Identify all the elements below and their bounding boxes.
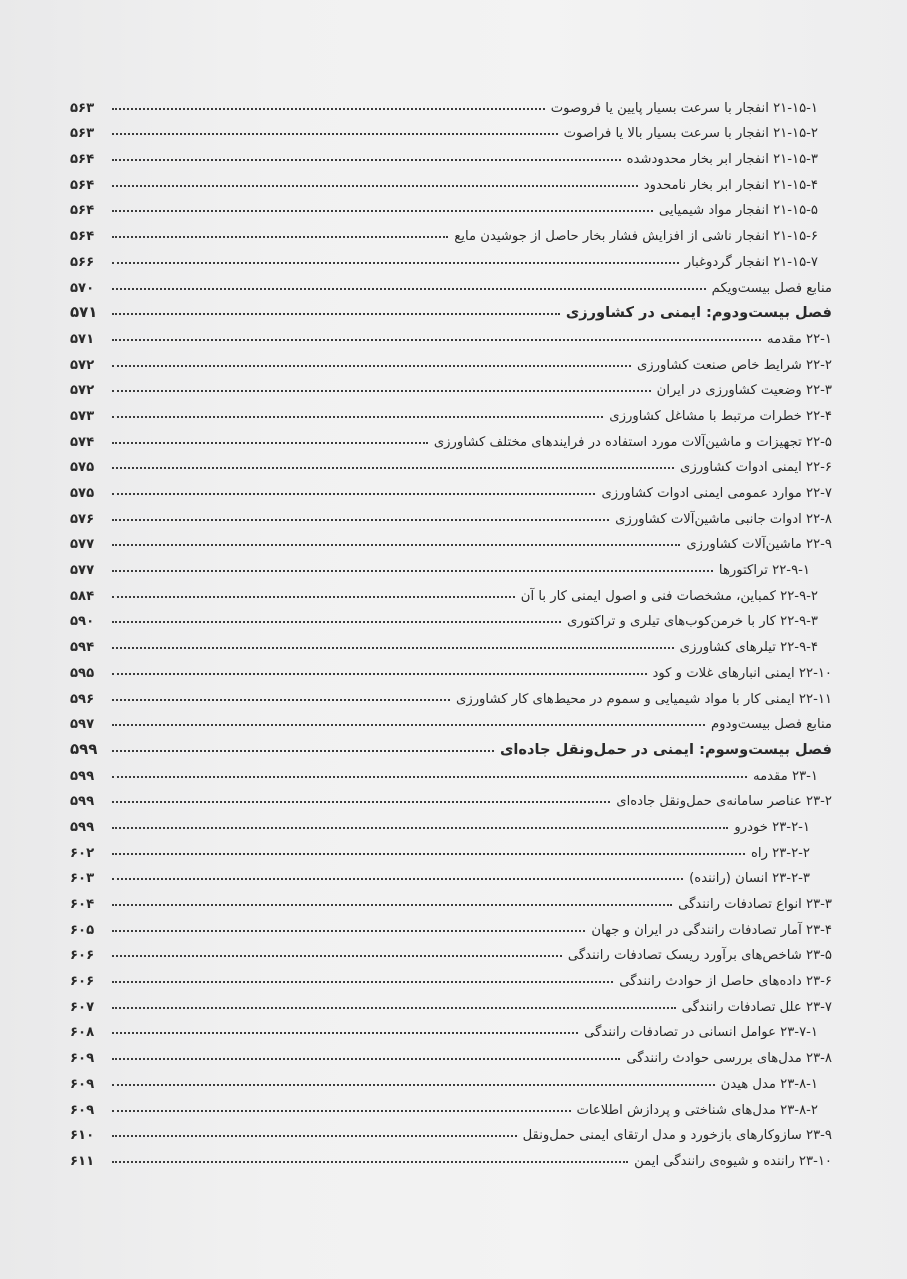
toc-entry-title: ۲۳-۸-۲ مدل‌های شناختی و پردازش اطلاعات [576,1102,818,1118]
toc-entry [70,861,832,887]
toc-entry [70,193,832,219]
dot-leader [112,955,562,957]
toc-entry [70,218,832,244]
toc-entry [70,1040,832,1066]
toc-page-number: ۶۰۶ [70,974,95,990]
dot-leader [112,544,680,546]
toc-page-number: ۵۹۹ [70,768,95,784]
toc-entry-title: ۲۲-۳ وضعیت کشاورزی در ایران [656,383,832,399]
dot-leader [112,390,651,392]
dot-leader [112,853,745,855]
toc-page-number: ۵۹۵ [70,665,95,681]
toc-entry [70,886,832,912]
toc-entry-title: ۲۳-۵ شاخص‌های برآورد ریسک تصادفات رانندگی [567,948,832,964]
dot-leader [112,442,428,444]
toc-entry-title: ۲۳-۷ علل تصادفات رانندگی [681,999,832,1015]
toc-page-number: ۵۶۴ [70,152,95,168]
toc-page-number: ۶۰۶ [70,948,95,964]
toc-entry [70,244,832,270]
toc-entry [70,1066,832,1092]
toc-entry-title: ۲۲-۲ شرایط خاص صنعت کشاورزی [636,357,832,373]
toc-entry [70,141,832,167]
toc-entry-title: ۲۲-۸ ادوات جانبی ماشین‌آلات کشاورزی [615,511,832,527]
toc-entry-title: ۲۳-۶ داده‌های حاصل از حوادث رانندگی [619,974,832,990]
toc-page-number: ۶۰۸ [70,1025,95,1041]
dot-leader [112,750,494,752]
toc-entry-title: ۲۲-۹ ماشین‌آلات کشاورزی [686,537,832,553]
dot-leader [112,236,448,238]
toc-entry-title: ۲۳-۲-۳ انسان (راننده) [689,871,810,887]
dot-leader [112,1161,628,1163]
dot-leader [112,416,603,418]
toc-entry-title: ۲۲-۷ موارد عمومی ایمنی ادوات کشاورزی [601,486,832,501]
dot-leader [112,673,647,675]
toc-entry-title: ۲۳-۸ مدل‌های بررسی حوادث رانندگی [626,1051,832,1067]
toc-entry [70,629,832,655]
dot-leader [112,647,674,649]
toc-entry-title: ۲۱-۱۵-۶ انفجار ناشی از افزایش فشار بخار حاصل از جوشیدن مایع [454,229,818,245]
dot-leader [112,904,672,906]
toc-entry-title: ۲۱-۱۵-۱ انفجار با سرعت بسیار پایین یا فروصوت [550,100,818,116]
toc-entry-title: ۲۲-۹-۲ کمباین، مشخصات فنی و اصول ایمنی کار با آن [520,588,818,604]
dot-leader [112,724,705,726]
toc-entry-title: ۲۳-۳ انواع تصادفات رانندگی [678,897,832,912]
dot-leader [112,185,638,187]
toc-entry-title: ۲۳-۹ سازوکارهای بازخورد و مدل ارتقای ایمنی حمل‌ونقل [522,1128,832,1144]
toc-page-number: ۵۹۹ [70,739,98,758]
dot-leader [112,827,728,829]
dot-leader [112,1032,578,1034]
toc-entry [70,758,832,784]
toc-page-number: ۵۷۰ [70,280,95,296]
toc-entry [70,270,832,296]
dot-leader [112,776,747,778]
toc-entry [70,784,832,810]
toc-entry-title: ۲۱-۱۵-۴ انفجار ابر بخار نامحدود [643,177,818,193]
toc-page-number: ۶۰۹ [70,1051,95,1067]
toc-page-number: ۵۷۵ [70,460,95,476]
dot-leader [112,365,631,367]
dot-leader [112,133,558,135]
toc-page-number: ۶۰۳ [70,871,95,887]
toc-entry [70,373,832,399]
toc-entry [70,501,832,527]
toc-entry-title: فصل بیست‌ودوم: ایمنی در کشاورزی [565,304,832,322]
dot-leader [112,313,560,315]
toc-page-number: ۵۶۳ [70,100,95,116]
toc-entry-title: ۲۲-۴ خطرات مرتبط با مشاغل کشاورزی [609,408,832,424]
toc-page-number: ۵۹۶ [70,691,95,707]
toc-entry [70,989,832,1015]
toc-page-number: ۵۷۵ [70,486,95,501]
dot-leader [112,288,706,290]
toc-page-number: ۶۱۱ [70,1153,95,1169]
toc-entry-title: ۲۱-۱۵-۵ انفجار مواد شیمیایی [658,203,818,219]
dot-leader [112,467,674,469]
dot-leader [112,108,545,110]
toc-entry-title: فصل بیست‌وسوم: ایمنی در حمل‌ونقل جاده‌ای [500,740,832,758]
toc-entry [70,938,832,964]
dot-leader [112,981,613,983]
toc-entry [70,963,832,989]
toc-entry [70,90,832,116]
toc-page-number: ۵۷۱ [70,303,98,322]
toc-entry [70,604,832,630]
toc-entry-title: ۲۳-۲ عناصر سامانه‌ی حمل‌ونقل جاده‌ای [616,794,832,810]
toc-page-number: ۵۶۴ [70,203,95,219]
dot-leader [112,621,561,623]
toc-page-number: ۵۶۴ [70,229,95,245]
toc-entry-title: منابع فصل بیست‌ودوم [711,717,832,733]
toc-page-number: ۵۷۴ [70,434,95,450]
toc-entry [70,912,832,938]
dot-leader [112,699,450,701]
toc-entry-title: ۲۱-۱۵-۳ انفجار ابر بخار محدودشده [626,152,818,168]
toc-entry [70,116,832,142]
dot-leader [112,596,515,598]
toc-entry-title: ۲۳-۷-۱ عوامل انسانی در تصادفات رانندگی [584,1025,818,1041]
toc-chapter-heading [70,732,832,758]
toc-entry-title: ۲۳-۱ مقدمه [753,768,818,784]
toc-entry [70,424,832,450]
dot-leader [112,519,609,521]
toc-page-number: ۵۶۳ [70,126,95,142]
toc-entry [70,681,832,707]
toc-entry-title: منابع فصل بیست‌ویکم [711,280,832,296]
toc-page-number: ۶۰۴ [70,897,95,912]
toc-entry [70,1015,832,1041]
toc-entry [70,347,832,373]
toc-page-number: ۵۷۲ [70,383,95,399]
toc-page-number: ۵۷۳ [70,408,95,424]
toc-page-number: ۵۹۹ [70,819,95,835]
toc-page-number: ۵۷۶ [70,511,95,527]
toc-entry [70,475,832,501]
dot-leader [112,159,621,161]
toc-entry-title: ۲۳-۱۰ راننده و شیوه‌ی رانندگی ایمن [634,1153,832,1169]
dot-leader [112,262,679,264]
toc-page-number: ۵۶۶ [70,254,95,270]
toc-page-number: ۶۱۰ [70,1128,95,1144]
dot-leader [112,1110,571,1112]
toc-page-number: ۵۶۴ [70,177,95,193]
toc-page-number: ۶۰۹ [70,1102,95,1118]
toc-page-number: ۶۰۲ [70,845,95,861]
toc-entry [70,835,832,861]
dot-leader [112,339,761,341]
toc-page-number: ۵۹۷ [70,717,95,733]
toc-entry [70,655,832,681]
toc-entry [70,707,832,733]
toc-entry-title: ۲۲-۹-۱ تراکتورها [718,563,810,579]
dot-leader [112,1135,517,1137]
toc-page-number: ۵۹۴ [70,640,95,656]
toc-entry [70,578,832,604]
toc-entry-title: ۲۱-۱۵-۷ انفجار گردوغبار [684,254,818,270]
dot-leader [112,493,595,495]
toc-entry [70,1092,832,1118]
toc-page-number: ۵۹۰ [70,614,95,630]
toc-page-number: ۵۷۷ [70,563,95,579]
toc-entry-title: ۲۳-۴ آمار تصادفات رانندگی در ایران و جهان [591,922,832,938]
toc-entry [70,398,832,424]
toc-entry [70,450,832,476]
dot-leader [112,930,585,932]
toc-entry-title: ۲۲-۵ تجهیزات و ماشین‌آلات مورد استفاده در فرایندهای مختلف کشاورزی [433,434,832,450]
toc-page-number: ۵۷۲ [70,357,95,373]
toc-entry-title: ۲۲-۹-۴ تیلرهای کشاورزی [679,640,818,656]
toc-entry-title: ۲۲-۱ مقدمه [767,331,832,347]
toc-page-number: ۵۷۱ [70,331,95,347]
toc-entry-title: ۲۳-۲-۲ راه [751,845,810,861]
toc-page-number: ۵۹۹ [70,794,95,810]
toc-page-number: ۶۰۷ [70,999,95,1015]
toc-entry [70,1118,832,1144]
toc-entry [70,321,832,347]
toc-entry-title: ۲۲-۹-۳ کار با خرمن‌کوب‌های تیلری و تراکتوری [566,614,818,630]
toc-page-number: ۶۰۵ [70,922,95,938]
toc-page-number: ۶۰۹ [70,1076,95,1092]
toc-entry [70,167,832,193]
dot-leader [112,1084,715,1086]
toc-page-number: ۵۸۴ [70,588,95,604]
toc-entry-title: ۲۳-۸-۱ مدل هیدن [720,1076,818,1092]
toc-entry [70,1143,832,1169]
toc-entry-title: ۲۳-۲-۱ خودرو [734,819,810,835]
toc-entry [70,809,832,835]
dot-leader [112,801,610,803]
toc-entry [70,527,832,553]
dot-leader [112,210,653,212]
dot-leader [112,1058,620,1060]
dot-leader [112,878,683,880]
dot-leader [112,570,713,572]
toc-page-number: ۵۷۷ [70,537,95,553]
toc-entry-title: ۲۲-۶ ایمنی ادوات کشاورزی [680,460,832,476]
toc-chapter-heading [70,296,832,322]
toc-entry [70,552,832,578]
table-of-contents [70,90,832,1169]
toc-entry-title: ۲۲-۱۱ ایمنی کار با مواد شیمیایی و سموم در محیط‌های کار کشاورزی [456,691,832,707]
toc-entry-title: ۲۲-۱۰ ایمنی انبارهای غلات و کود [652,665,832,681]
dot-leader [112,1007,676,1009]
toc-entry-title: ۲۱-۱۵-۲ انفجار با سرعت بسیار بالا یا فراصوت [563,126,818,142]
